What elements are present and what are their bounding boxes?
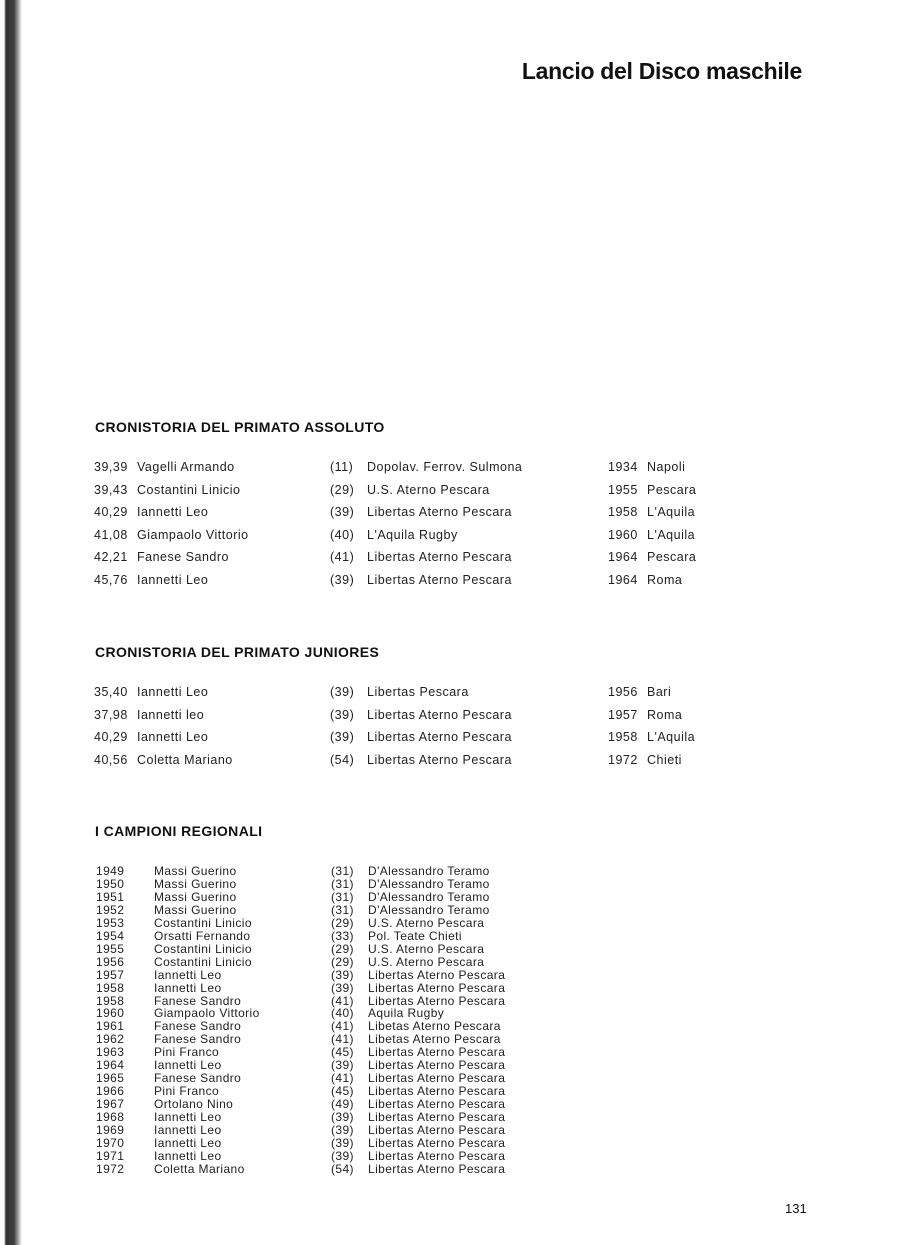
champion-num: (33) <box>331 928 354 943</box>
section-heading-assoluto: CRONISTORIA DEL PRIMATO ASSOLUTO <box>95 419 385 435</box>
champion-name: Ortolano Nino <box>154 1097 234 1112</box>
champion-club: Libertas Aterno Pescara <box>368 1084 506 1099</box>
record-club: Libertas Aterno Pescara <box>367 572 512 587</box>
champion-name: Fanese Sandro <box>154 1032 242 1047</box>
champion-year: 1972 <box>96 1161 125 1176</box>
record-row <box>0 505 900 525</box>
champion-club: Libertas Aterno Pescara <box>368 1045 506 1060</box>
champion-club: Libertas Aterno Pescara <box>368 1123 506 1137</box>
record-place: Chieti <box>647 752 682 767</box>
champion-num: (29) <box>331 954 354 969</box>
champion-name: Giampaolo Vittorio <box>154 1006 260 1021</box>
champion-year: 1960 <box>96 1006 125 1021</box>
champion-name: Massi Guerino <box>154 889 237 904</box>
record-club: Libertas Aterno Pescara <box>367 550 512 564</box>
champion-year: 1967 <box>96 1097 125 1112</box>
champion-row <box>0 878 900 891</box>
record-year: 1960 <box>608 527 638 542</box>
champion-year: 1971 <box>96 1148 125 1163</box>
champion-year: 1962 <box>96 1032 125 1047</box>
section-heading-campioni: I CAMPIONI REGIONALI <box>95 823 263 839</box>
record-club: L'Aquila Rugby <box>367 527 458 542</box>
record-num: (29) <box>330 482 355 497</box>
champion-num: (41) <box>331 1019 354 1034</box>
champion-name: Iannetti Leo <box>154 980 222 995</box>
champion-num: (49) <box>331 1097 354 1112</box>
record-num: (11) <box>330 460 354 474</box>
champion-num: (39) <box>331 980 354 995</box>
record-place: Pescara <box>647 482 697 497</box>
champion-year: 1965 <box>96 1071 125 1086</box>
record-perf: 41,08 <box>94 527 128 542</box>
record-place: Pescara <box>647 550 697 564</box>
champion-club: Libetas Aterno Pescara <box>368 1032 501 1047</box>
champion-name: Iannetti Leo <box>154 1110 222 1125</box>
champion-club: Libertas Aterno Pescara <box>368 967 506 982</box>
champion-row <box>0 956 900 969</box>
record-perf: 45,76 <box>94 572 128 587</box>
champion-name: Costantini Linicio <box>154 915 252 930</box>
champion-row <box>0 891 900 904</box>
champion-num: (39) <box>331 1110 354 1125</box>
record-row <box>0 550 900 570</box>
champion-num: (29) <box>331 941 354 956</box>
record-perf: 42,21 <box>94 550 128 564</box>
champion-num: (41) <box>331 993 354 1008</box>
record-year: 1964 <box>608 550 638 564</box>
record-year: 1958 <box>608 505 638 519</box>
champion-name: Orsatti Fernando <box>154 928 251 943</box>
record-row <box>0 460 900 480</box>
record-num: (54) <box>330 752 355 767</box>
record-name: Coletta Mariano <box>137 752 233 767</box>
champion-year: 1958 <box>96 993 125 1008</box>
champion-year: 1956 <box>96 954 125 969</box>
record-year: 1955 <box>608 482 638 497</box>
champion-num: (39) <box>331 1148 354 1163</box>
champion-club: Libertas Aterno Pescara <box>368 1110 506 1125</box>
champion-num: (45) <box>331 1045 354 1060</box>
champion-name: Costantini Linicio <box>154 954 252 969</box>
champion-row <box>0 969 900 982</box>
record-name: Iannetti Leo <box>137 730 209 744</box>
record-name: Iannetti leo <box>137 707 205 722</box>
record-club: Libertas Pescara <box>367 685 469 699</box>
record-row <box>0 528 900 548</box>
champion-club: Pol. Teate Chieti <box>368 928 462 943</box>
record-perf: 39,39 <box>94 460 128 474</box>
champion-num: (39) <box>331 1135 354 1150</box>
champion-club: U.S. Aterno Pescara <box>368 941 485 956</box>
champion-club: Libertas Aterno Pescara <box>368 1148 506 1163</box>
record-row <box>0 483 900 503</box>
record-row <box>0 708 900 728</box>
record-place: L'Aquila <box>647 527 696 542</box>
record-year: 1964 <box>608 572 638 587</box>
champion-club: Libetas Aterno Pescara <box>368 1019 501 1034</box>
record-name: Iannetti Leo <box>137 685 209 699</box>
champion-club: Libertas Aterno Pescara <box>368 993 506 1008</box>
champion-year: 1966 <box>96 1084 125 1099</box>
record-year: 1957 <box>608 707 638 722</box>
record-num: (39) <box>330 572 355 587</box>
champion-num: (39) <box>331 1123 354 1137</box>
record-name: Fanese Sandro <box>137 550 229 564</box>
record-club: Libertas Aterno Pescara <box>367 730 512 744</box>
champion-year: 1957 <box>96 967 125 982</box>
record-place: L'Aquila <box>647 505 696 519</box>
champion-name: Coletta Mariano <box>154 1161 245 1176</box>
champion-num: (31) <box>331 889 354 904</box>
champion-name: Fanese Sandro <box>154 993 242 1008</box>
champion-name: Fanese Sandro <box>154 1071 242 1086</box>
champion-year: 1955 <box>96 941 125 956</box>
champion-row <box>0 943 900 956</box>
champion-year: 1953 <box>96 915 125 930</box>
record-place: Bari <box>647 685 672 699</box>
champion-year: 1954 <box>96 928 125 943</box>
champion-name: Massi Guerino <box>154 864 237 878</box>
champion-num: (40) <box>331 1006 354 1021</box>
champion-name: Iannetti Leo <box>154 1135 222 1150</box>
record-num: (41) <box>330 550 355 564</box>
record-club: Libertas Aterno Pescara <box>367 505 512 519</box>
champion-num: (39) <box>331 967 354 982</box>
champion-club: Libertas Aterno Pescara <box>368 1161 506 1176</box>
champion-num: (31) <box>331 876 354 891</box>
record-club: Libertas Aterno Pescara <box>367 707 512 722</box>
record-place: Roma <box>647 572 683 587</box>
champion-year: 1961 <box>96 1019 125 1034</box>
record-perf: 35,40 <box>94 685 128 699</box>
record-row <box>0 753 900 773</box>
champion-year: 1952 <box>96 902 125 917</box>
record-year: 1956 <box>608 685 638 699</box>
record-year: 1958 <box>608 730 638 744</box>
page-title: Lancio del Disco maschile <box>521 58 802 84</box>
champion-row <box>0 904 900 917</box>
champion-num: (41) <box>331 1032 354 1047</box>
champion-row <box>0 1163 900 1176</box>
champion-club: U.S. Aterno Pescara <box>368 915 485 930</box>
champion-name: Fanese Sandro <box>154 1019 242 1034</box>
champion-row <box>0 982 900 995</box>
champion-year: 1970 <box>96 1135 125 1150</box>
champion-row <box>0 995 900 1008</box>
record-name: Vagelli Armando <box>137 460 235 474</box>
champion-num: (29) <box>331 915 354 930</box>
record-num: (39) <box>330 685 355 699</box>
champion-year: 1964 <box>96 1058 125 1073</box>
champion-year: 1951 <box>96 889 125 904</box>
record-place: L'Aquila <box>647 730 696 744</box>
champion-name: Iannetti Leo <box>154 1148 222 1163</box>
champion-row <box>0 1137 900 1150</box>
record-name: Giampaolo Vittorio <box>137 527 249 542</box>
record-name: Iannetti Leo <box>137 505 209 519</box>
champion-club: Libertas Aterno Pescara <box>368 1135 506 1150</box>
champion-year: 1958 <box>96 980 125 995</box>
champion-club: Libertas Aterno Pescara <box>368 1058 506 1073</box>
record-num: (39) <box>330 730 355 744</box>
record-perf: 39,43 <box>94 482 128 497</box>
champion-num: (45) <box>331 1084 354 1099</box>
champion-name: Iannetti Leo <box>154 967 222 982</box>
champion-year: 1950 <box>96 876 125 891</box>
champion-name: Iannetti Leo <box>154 1058 222 1073</box>
record-perf: 40,29 <box>94 730 128 744</box>
section-heading-juniores: CRONISTORIA DEL PRIMATO JUNIORES <box>95 644 380 660</box>
champion-year: 1969 <box>96 1123 125 1137</box>
champion-club: D'Alessandro Teramo <box>368 902 490 917</box>
champion-club: U.S. Aterno Pescara <box>368 954 485 969</box>
record-num: (39) <box>330 707 355 722</box>
champion-num: (41) <box>331 1071 354 1086</box>
record-row <box>0 685 900 705</box>
record-place: Roma <box>647 707 683 722</box>
champion-year: 1968 <box>96 1110 125 1125</box>
champion-year: 1949 <box>96 864 125 878</box>
record-club: U.S. Aterno Pescara <box>367 482 490 497</box>
champion-row <box>0 930 900 943</box>
champion-name: Massi Guerino <box>154 876 237 891</box>
champion-club: Libertas Aterno Pescara <box>368 1097 506 1112</box>
record-year: 1934 <box>608 460 638 474</box>
champion-name: Pini Franco <box>154 1084 220 1099</box>
record-num: (39) <box>330 505 355 519</box>
record-row <box>0 573 900 593</box>
record-perf: 40,29 <box>94 505 128 519</box>
record-club: Libertas Aterno Pescara <box>367 752 512 767</box>
record-year: 1972 <box>608 752 638 767</box>
champion-club: D'Alessandro Teramo <box>368 876 490 891</box>
champion-num: (54) <box>331 1161 354 1176</box>
record-club: Dopolav. Ferrov. Sulmona <box>367 460 523 474</box>
champion-year: 1963 <box>96 1045 125 1060</box>
record-name: Iannetti Leo <box>137 572 209 587</box>
record-perf: 40,56 <box>94 752 128 767</box>
champion-club: Libertas Aterno Pescara <box>368 1071 506 1086</box>
champion-club: D'Alessandro Teramo <box>368 864 490 878</box>
champion-num: (31) <box>331 864 354 878</box>
champion-name: Costantini Linicio <box>154 941 252 956</box>
champion-row <box>0 917 900 930</box>
champion-club: Libertas Aterno Pescara <box>368 980 506 995</box>
record-name: Costantini Linicio <box>137 482 241 497</box>
champion-club: Aquila Rugby <box>368 1006 445 1021</box>
champion-num: (31) <box>331 902 354 917</box>
record-place: Napoli <box>647 460 686 474</box>
champion-num: (39) <box>331 1058 354 1073</box>
record-perf: 37,98 <box>94 707 128 722</box>
record-row <box>0 730 900 750</box>
champion-row <box>0 1150 900 1163</box>
champion-name: Iannetti Leo <box>154 1123 222 1137</box>
record-num: (40) <box>330 527 355 542</box>
champion-name: Massi Guerino <box>154 902 237 917</box>
page-number: 131 <box>785 1201 807 1216</box>
champion-name: Pini Franco <box>154 1045 220 1060</box>
champion-club: D'Alessandro Teramo <box>368 889 490 904</box>
